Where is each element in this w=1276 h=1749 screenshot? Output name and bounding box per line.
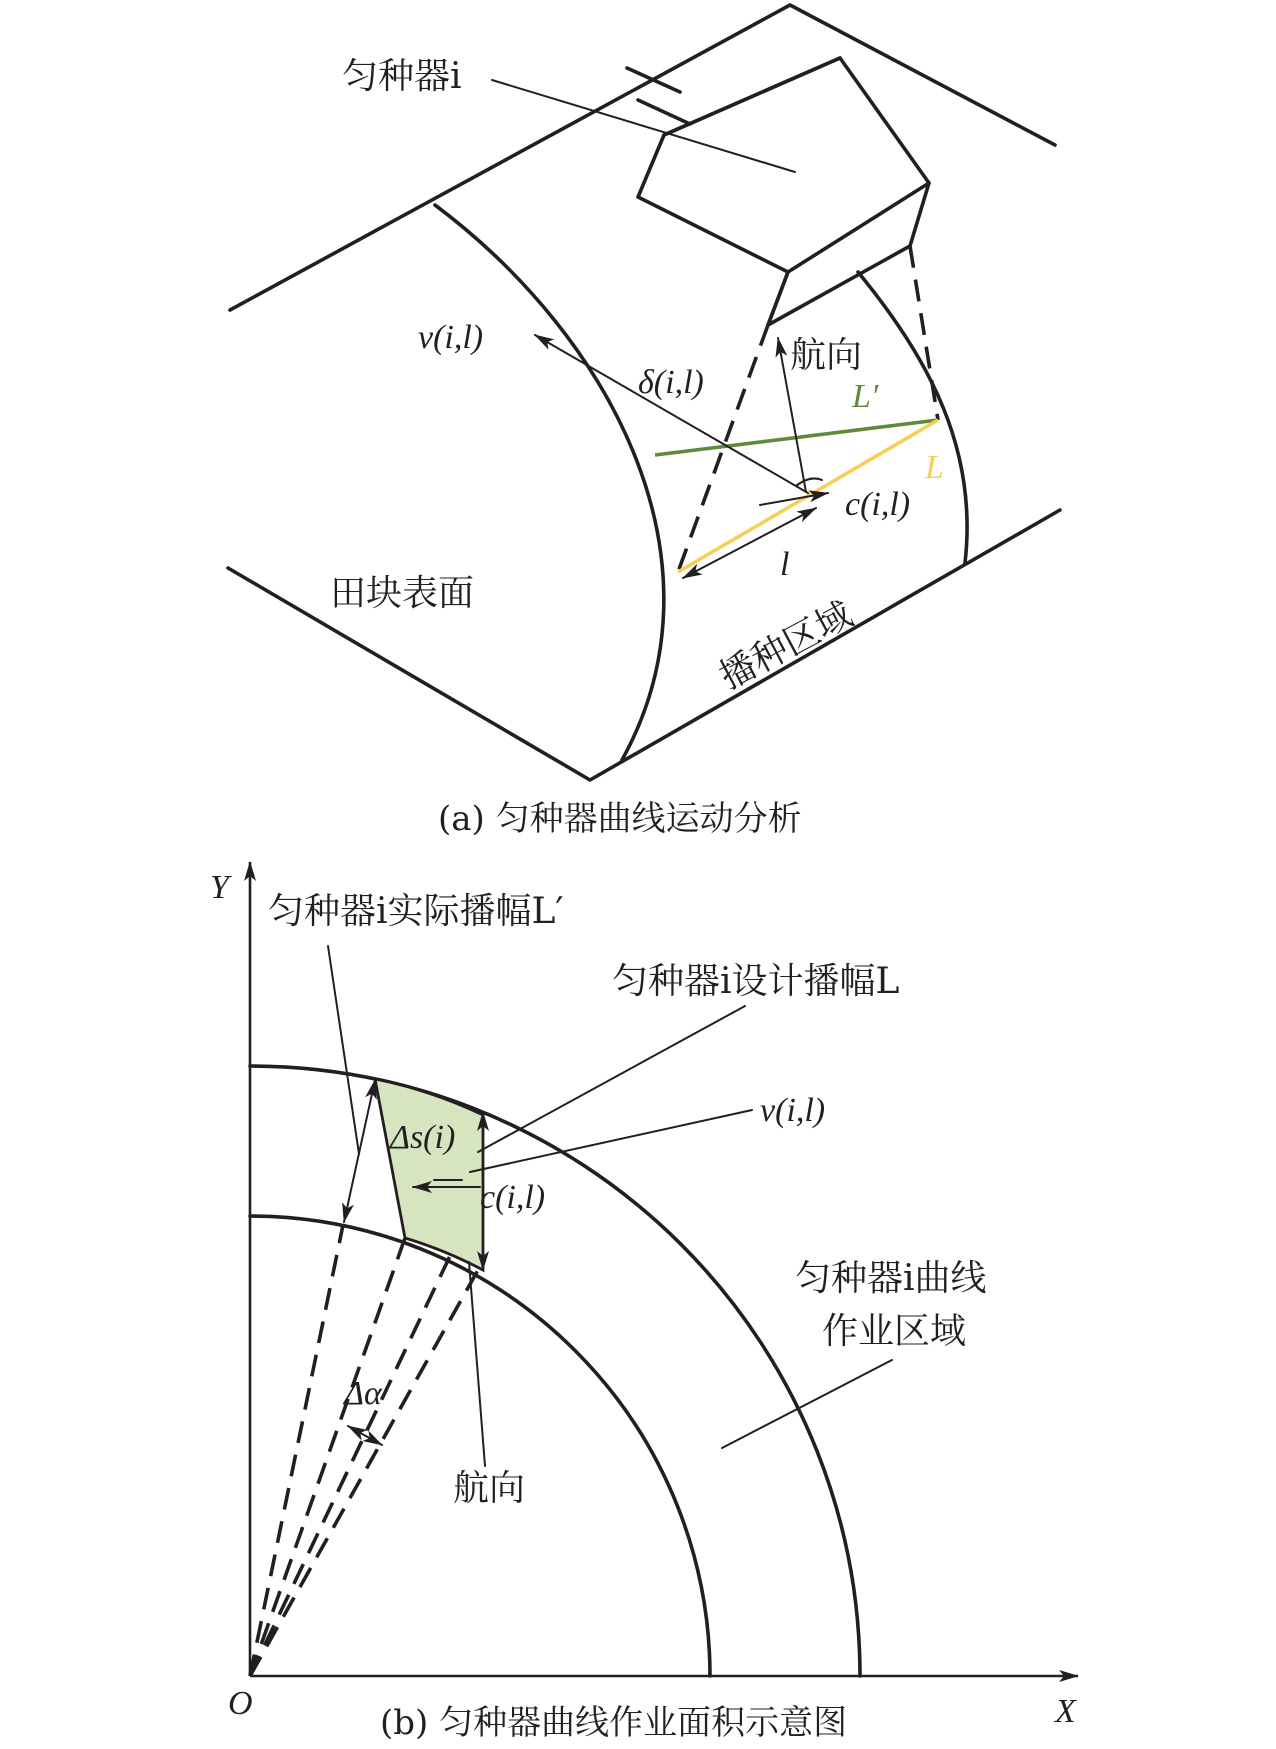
delta-label: δ(i,l) <box>638 364 704 401</box>
design-width-label: L <box>925 449 944 486</box>
ds-label: Δs(i) <box>390 1119 456 1156</box>
projection-dash-right <box>910 246 938 420</box>
caption-a: (a) 匀种器曲线运动分析 <box>438 799 802 839</box>
seed-distributor-box <box>638 58 929 325</box>
arc-inner <box>250 1216 710 1676</box>
panel-b <box>210 862 1078 1743</box>
ray-3 <box>250 1256 450 1676</box>
sowing-area-label: 播种区域 <box>712 594 860 698</box>
strip-inner-boundary <box>435 205 664 760</box>
velocity-vector <box>535 335 808 493</box>
l-label: l <box>780 546 790 583</box>
leader-v <box>470 1110 752 1172</box>
field-front-edge <box>228 510 1060 780</box>
origin-label: O <box>228 1685 253 1722</box>
arc-outer <box>250 1066 860 1676</box>
center-label-b: c(i,l) <box>480 1179 546 1216</box>
caption-b: (b) 匀种器曲线作业面积示意图 <box>380 1703 848 1743</box>
leader-actual <box>328 946 359 1154</box>
actual-width-label: L′ <box>852 378 879 415</box>
actual-width-title: 匀种器i实际播幅L′ <box>268 891 564 932</box>
velocity-label: v(i,l) <box>418 319 484 356</box>
l-dimension-arrow <box>683 508 816 578</box>
distributor-leader <box>492 80 795 172</box>
design-width-title: 匀种器i设计播幅L <box>612 961 900 1002</box>
distributor-label: 匀种器i <box>342 56 462 97</box>
dalpha-arrow <box>348 1426 382 1445</box>
leader-design <box>478 1006 745 1152</box>
angle-arc <box>796 478 822 486</box>
panel-a <box>228 5 1060 839</box>
projection-dash-left <box>678 325 768 572</box>
leader-region <box>722 1360 892 1448</box>
velocity-label-b: v(i,l) <box>760 1092 826 1129</box>
field-back-edge <box>230 5 1055 310</box>
region-label-line1: 匀种器i曲线 <box>795 1258 987 1299</box>
y-axis-label: Y <box>210 869 229 906</box>
dalpha-label: Δα <box>344 1375 382 1412</box>
center-label: c(i,l) <box>845 486 911 523</box>
heading-label: 航向 <box>790 335 863 376</box>
x-axis-label: X <box>1055 1693 1076 1730</box>
sowing-patch <box>375 1079 483 1270</box>
ray-4 <box>250 1270 478 1676</box>
leader-heading <box>469 1262 485 1466</box>
field-surface-label: 田块表面 <box>330 573 475 614</box>
region-label-line2: 作业区域 <box>822 1311 967 1352</box>
heading-label-b: 航向 <box>453 1468 526 1509</box>
